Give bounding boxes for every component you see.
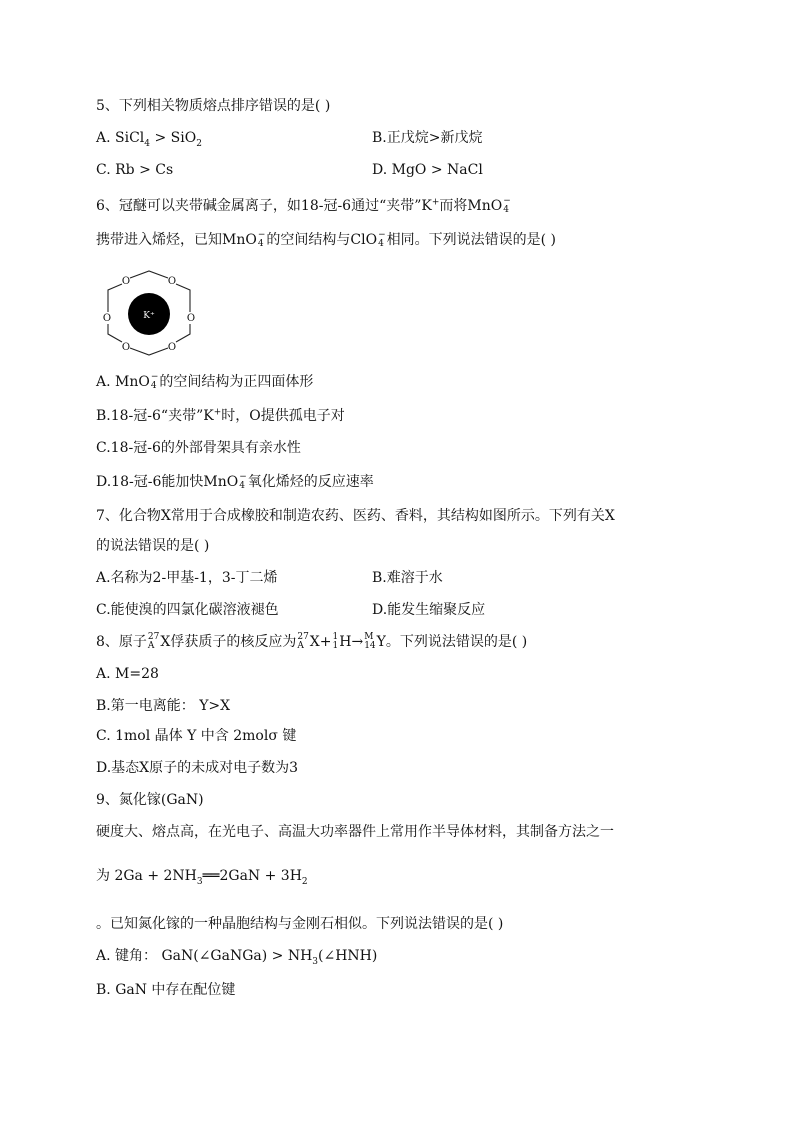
oxygen-atom: O <box>186 313 196 324</box>
q8-option-b: B.第一电离能： Y>X <box>96 698 231 714</box>
oxygen-atom: O <box>167 342 177 353</box>
q9-stem-line2: 硬度大、熔点高，在光电子、高温大功率器件上常用作半导体材料，其制备方法之一 <box>96 824 614 840</box>
oxygen-atom: O <box>121 276 131 287</box>
oxygen-atom: O <box>121 342 131 353</box>
q7-option-a: A.名称为2-甲基-1，3-丁二烯 <box>96 570 278 586</box>
q5-stem: 5、下列相关物质熔点排序错误的是( ) <box>96 98 331 114</box>
q9-option-b: B. GaN 中存在配位键 <box>96 982 236 998</box>
q5-option-d: D. MgO > NaCl <box>372 162 483 178</box>
q6-option-d: D.18-冠-6能加快MnO − 4 氧化烯烃的反应速率 <box>96 472 374 491</box>
q7-stem-line2: 的说法错误的是( ) <box>96 538 210 554</box>
q9-stem-line4: 。已知氮化镓的一种晶胞结构与金刚石相似。下列说法错误的是( ) <box>96 916 504 932</box>
q8-option-a: A. M=28 <box>96 666 159 682</box>
q5-option-a: A. SiCl$_4$ > SiO$_2$ <box>96 130 202 149</box>
q9-option-a: A. 键角： GaN(∠GaNGa) > $NH_3(\angle HNH)$ <box>96 948 378 967</box>
q6-option-a: A. MnO − 4 的空间结构为正四面体形 <box>96 372 314 391</box>
q8-option-d: D.基态X原子的未成对电子数为3 <box>96 760 299 776</box>
q7-option-c: C.能使溴的四氯化碳溶液褪色 <box>96 602 279 618</box>
q9-stem: 9、氮化镓(GaN) <box>96 792 204 808</box>
crown-ether-figure <box>100 268 200 358</box>
q5-option-b: B.正戊烷>新戊烷 <box>372 130 483 146</box>
q9-equation: 为 $2Ga + 2NH_3══2GaN + 3H_2$ <box>96 868 308 887</box>
q7-stem-line1: 7、化合物X常用于合成橡胶和制造农药、医药、香料，其结构如图所示。下列有关X <box>96 508 615 524</box>
q7-option-d: D.能发生缩聚反应 <box>372 602 486 618</box>
q8-stem: 8、原子 27 A X俘获质子的核反应为 27 A X+ 1 1 H→ M 14 Y。下列说法错误的是( ) <box>96 632 528 651</box>
q5-option-c: C. Rb > Cs <box>96 162 174 178</box>
oxygen-atom: O <box>102 313 112 324</box>
q6-stem-line2: 携带进入烯烃，已知MnO − 4 的空间结构与ClO − 4 相同。下列说法错误的是( ) <box>96 230 556 249</box>
q6-stem-line1: 6、冠醚可以夹带碱金属离子，如18-冠-6通过“夹带”K+而将MnO − 4 <box>96 196 511 215</box>
oxygen-atom: O <box>167 276 177 287</box>
q8-option-c: C. 1mol 晶体 Y 中含 2molσ 键 <box>96 728 297 744</box>
potassium-ion-label: K⁺ <box>143 311 155 321</box>
q6-option-c: C.18-冠-6的外部骨架具有亲水性 <box>96 440 301 456</box>
q7-option-b: B.难溶于水 <box>372 570 443 586</box>
q6-option-b: B.18-冠-6“夹带”K+时，O提供孤电子对 <box>96 407 345 424</box>
